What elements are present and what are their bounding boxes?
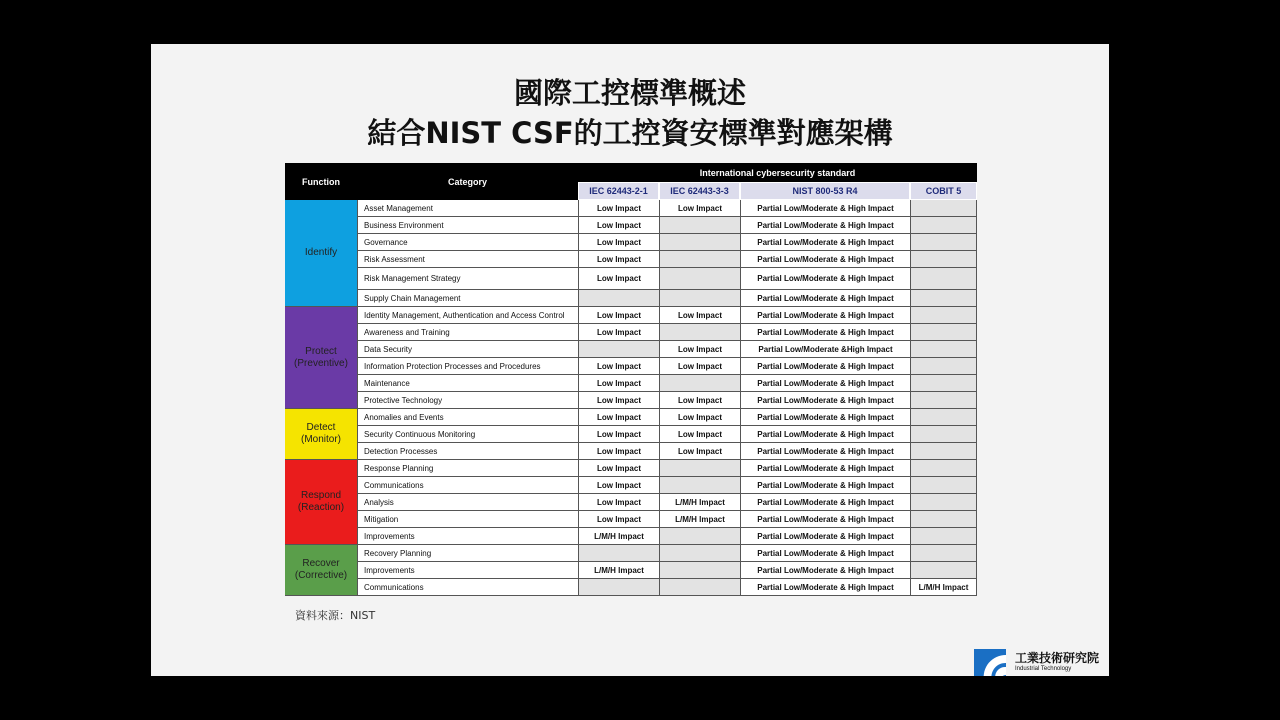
standard-cell: Partial Low/Moderate & High Impact <box>740 477 910 494</box>
function-label: Respond <box>300 490 342 501</box>
standard-cell <box>910 251 977 268</box>
standard-cell: Low Impact <box>659 409 740 426</box>
category-cell: Protective Technology <box>357 392 578 409</box>
standard-cell <box>910 200 977 217</box>
header-standard: IEC 62443-2-1 <box>578 182 659 200</box>
standard-cell <box>910 324 977 341</box>
category-cell: Business Environment <box>357 217 578 234</box>
category-cell: Risk Management Strategy <box>357 268 578 290</box>
standard-cell: Low Impact <box>578 251 659 268</box>
standard-cell: Low Impact <box>659 426 740 443</box>
standard-cell: Partial Low/Moderate & High Impact <box>740 528 910 545</box>
standard-cell: Low Impact <box>578 268 659 290</box>
standard-cell <box>578 545 659 562</box>
function-label: Protect <box>305 345 337 357</box>
standard-cell <box>910 217 977 234</box>
standard-cell: Partial Low/Moderate & High Impact <box>740 375 910 392</box>
standard-cell <box>659 545 740 562</box>
standard-cell <box>659 562 740 579</box>
function-label: Detect <box>306 422 336 433</box>
function-cell <box>285 545 357 596</box>
standard-cell <box>910 409 977 426</box>
standard-cell: Low Impact <box>659 341 740 358</box>
standard-cell: Partial Low/Moderate & High Impact <box>740 324 910 341</box>
standard-cell: L/M/H Impact <box>578 528 659 545</box>
category-cell: Security Continuous Monitoring <box>357 426 578 443</box>
category-cell: Risk Assessment <box>357 251 578 268</box>
standard-cell: Low Impact <box>659 443 740 460</box>
function-sublabel: (Corrective) <box>294 570 348 581</box>
function-cell <box>285 200 357 307</box>
function-label: Recover <box>302 558 340 569</box>
standard-cell <box>578 579 659 596</box>
standard-cell: Low Impact <box>578 200 659 217</box>
standard-cell <box>910 511 977 528</box>
standard-cell: Partial Low/Moderate & High Impact <box>740 409 910 426</box>
category-cell: Supply Chain Management <box>357 290 578 307</box>
standard-cell <box>659 477 740 494</box>
standard-cell: Partial Low/Moderate & High Impact <box>740 358 910 375</box>
standard-cell <box>910 460 977 477</box>
standard-cell: Partial Low/Moderate & High Impact <box>740 426 910 443</box>
standard-cell <box>910 545 977 562</box>
category-cell: Response Planning <box>357 460 578 477</box>
standard-cell: Low Impact <box>659 392 740 409</box>
standard-cell: Low Impact <box>578 494 659 511</box>
standard-cell: Low Impact <box>659 200 740 217</box>
standard-cell: Low Impact <box>578 375 659 392</box>
category-cell: Asset Management <box>357 200 578 217</box>
standard-cell: Partial Low/Moderate & High Impact <box>740 443 910 460</box>
standard-cell <box>910 528 977 545</box>
standard-cell: Partial Low/Moderate & High Impact <box>740 511 910 528</box>
standard-cell <box>659 234 740 251</box>
standard-cell: Low Impact <box>578 511 659 528</box>
category-cell: Awareness and Training <box>357 324 578 341</box>
standard-cell <box>659 268 740 290</box>
category-cell: Governance <box>357 234 578 251</box>
function-cell <box>285 460 357 545</box>
standard-cell <box>910 477 977 494</box>
standard-cell <box>910 375 977 392</box>
standard-cell: Low Impact <box>578 324 659 341</box>
standard-cell: Partial Low/Moderate & High Impact <box>740 217 910 234</box>
standard-cell <box>910 268 977 290</box>
standard-cell <box>910 494 977 511</box>
standard-cell: L/M/H Impact <box>659 494 740 511</box>
standard-cell <box>578 290 659 307</box>
header-function: Function <box>285 163 357 200</box>
standard-cell <box>910 358 977 375</box>
standard-cell: Partial Low/Moderate & High Impact <box>740 579 910 596</box>
standard-cell <box>910 562 977 579</box>
header-category: Category <box>357 163 578 200</box>
standard-cell: Partial Low/Moderate & High Impact <box>740 200 910 217</box>
standard-cell <box>910 392 977 409</box>
function-sublabel: (Preventive) <box>294 357 348 369</box>
standard-cell: Partial Low/Moderate & High Impact <box>740 562 910 579</box>
category-cell: Communications <box>357 477 578 494</box>
function-sublabel: (Reaction) <box>297 502 345 513</box>
standard-cell <box>578 341 659 358</box>
standard-cell <box>659 251 740 268</box>
standard-cell <box>910 234 977 251</box>
standard-cell: Partial Low/Moderate & High Impact <box>740 494 910 511</box>
category-cell: Recovery Planning <box>357 545 578 562</box>
standard-cell: Partial Low/Moderate & High Impact <box>740 307 910 324</box>
standard-cell <box>659 324 740 341</box>
category-cell: Improvements <box>357 562 578 579</box>
standard-cell: Low Impact <box>659 307 740 324</box>
standard-cell: Partial Low/Moderate & High Impact <box>740 392 910 409</box>
standard-cell: Low Impact <box>578 443 659 460</box>
slide <box>151 44 1109 676</box>
category-cell: Mitigation <box>357 511 578 528</box>
standard-cell: Partial Low/Moderate & High Impact <box>740 290 910 307</box>
source-note: 資料來源：NIST <box>295 609 376 622</box>
standard-cell: Partial Low/Moderate & High Impact <box>740 460 910 477</box>
standard-cell: Low Impact <box>578 358 659 375</box>
category-cell: Analysis <box>357 494 578 511</box>
category-cell: Communications <box>357 579 578 596</box>
itri-logo-icon <box>974 649 1006 676</box>
standard-cell: Low Impact <box>659 358 740 375</box>
standard-cell <box>659 579 740 596</box>
standard-cell <box>659 290 740 307</box>
standard-cell <box>910 290 977 307</box>
standard-cell <box>659 528 740 545</box>
standard-cell <box>659 217 740 234</box>
header-standard: COBIT 5 <box>910 182 977 200</box>
standard-cell: Partial Low/Moderate & High Impact <box>740 545 910 562</box>
standard-cell: Low Impact <box>578 460 659 477</box>
slide-title: 國際工控標準概述 <box>513 76 746 110</box>
header-standard: NIST 800-53 R4 <box>740 182 910 200</box>
category-cell: Data Security <box>357 341 578 358</box>
function-label: Identify <box>304 247 338 258</box>
standard-cell: L/M/H Impact <box>910 579 977 596</box>
category-cell: Improvements <box>357 528 578 545</box>
standard-cell <box>910 341 977 358</box>
function-cell <box>285 409 357 460</box>
function-sublabel: (Monitor) <box>300 434 341 445</box>
category-cell: Information Protection Processes and Procedures <box>357 358 578 375</box>
standard-cell <box>659 460 740 477</box>
logo-name-zh: 工業技術研究院 <box>1015 651 1100 665</box>
category-cell: Identity Management, Authentication and Access Control <box>357 307 578 324</box>
logo-name-en: Industrial Technology <box>1015 666 1072 672</box>
slide-subtitle: 結合NIST CSF的工控資安標準對應架構 <box>367 116 893 150</box>
standard-cell: Partial Low/Moderate &High Impact <box>740 341 910 358</box>
standard-cell: L/M/H Impact <box>578 562 659 579</box>
standard-cell <box>910 307 977 324</box>
standard-cell: Low Impact <box>578 307 659 324</box>
standard-cell: Low Impact <box>578 392 659 409</box>
standard-cell: Partial Low/Moderate & High Impact <box>740 251 910 268</box>
standard-cell: Partial Low/Moderate & High Impact <box>740 268 910 290</box>
standard-cell: Low Impact <box>578 477 659 494</box>
header-standard: IEC 62443-3-3 <box>659 182 740 200</box>
standard-cell: Low Impact <box>578 409 659 426</box>
standard-cell: Low Impact <box>578 234 659 251</box>
header-standard-group: International cybersecurity standard <box>578 163 977 182</box>
standard-cell: Low Impact <box>578 426 659 443</box>
standard-cell: L/M/H Impact <box>659 511 740 528</box>
standard-cell: Partial Low/Moderate & High Impact <box>740 234 910 251</box>
standard-cell: Low Impact <box>578 217 659 234</box>
standard-cell <box>910 426 977 443</box>
standard-cell <box>910 443 977 460</box>
category-cell: Anomalies and Events <box>357 409 578 426</box>
category-cell: Detection Processes <box>357 443 578 460</box>
category-cell: Maintenance <box>357 375 578 392</box>
function-cell <box>285 307 357 409</box>
standard-cell <box>659 375 740 392</box>
